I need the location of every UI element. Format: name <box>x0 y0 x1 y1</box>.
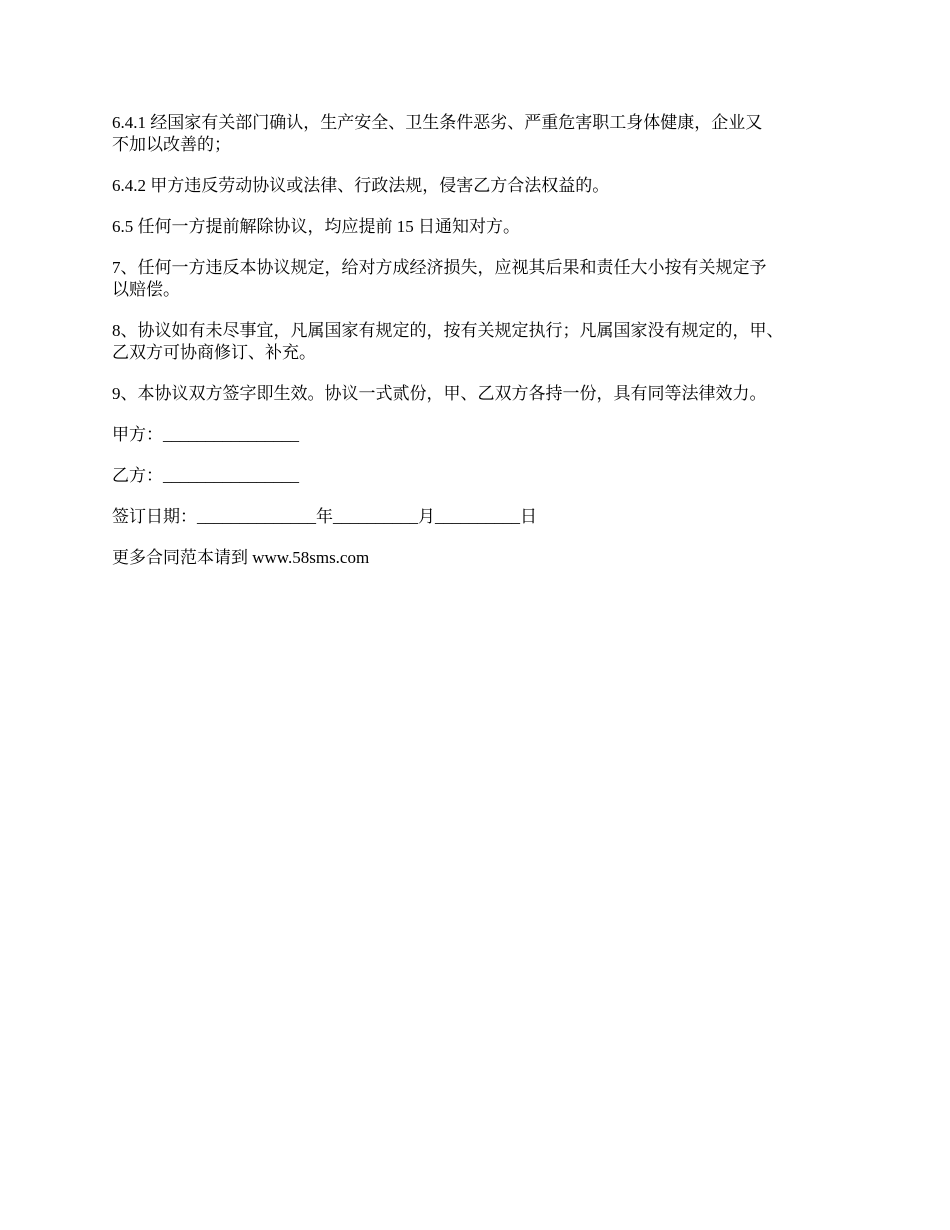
party-a-signature-line <box>112 424 842 446</box>
clause-9 <box>112 383 842 405</box>
text-line: 更多合同范本请到 www.58sms.com <box>112 548 370 567</box>
clause-6-4-2 <box>112 175 842 197</box>
text-line: 乙双方可协商修订、补充。 <box>112 343 316 362</box>
clause-6-5 <box>112 216 842 238</box>
text-line: 以赔偿。 <box>112 280 180 299</box>
clause-6-4-1 <box>112 112 842 156</box>
text-line: 乙方：________________ <box>112 466 299 485</box>
text-line: 6.4.2 甲方违反劳动协议或法律、行政法规，侵害乙方合法权益的。 <box>112 176 610 195</box>
text-line: 9、本协议双方签字即生效。协议一式贰份，甲、乙双方各持一份，具有同等法律效力。 <box>112 384 767 403</box>
clause-7 <box>112 257 842 301</box>
text-line: 6.5 任何一方提前解除协议，均应提前 15 日通知对方。 <box>112 217 520 236</box>
text-line: 签订日期：______________年__________月__________日 <box>112 507 537 526</box>
text-line: 8、协议如有未尽事宜，凡属国家有规定的，按有关规定执行；凡属国家没有规定的，甲、 <box>112 321 784 340</box>
clause-8 <box>112 320 842 364</box>
text-line: 不加以改善的； <box>112 135 231 154</box>
document-page <box>112 112 842 588</box>
text-line: 甲方：________________ <box>112 425 299 444</box>
sign-date-line <box>112 506 842 528</box>
text-line: 7、任何一方违反本协议规定，给对方成经济损失，应视其后果和责任大小按有关规定予 <box>112 258 767 277</box>
footer-link-text <box>112 547 842 569</box>
text-line: 6.4.1 经国家有关部门确认，生产安全、卫生条件恶劣、严重危害职工身体健康，企业又 <box>112 113 763 132</box>
party-b-signature-line <box>112 465 842 487</box>
